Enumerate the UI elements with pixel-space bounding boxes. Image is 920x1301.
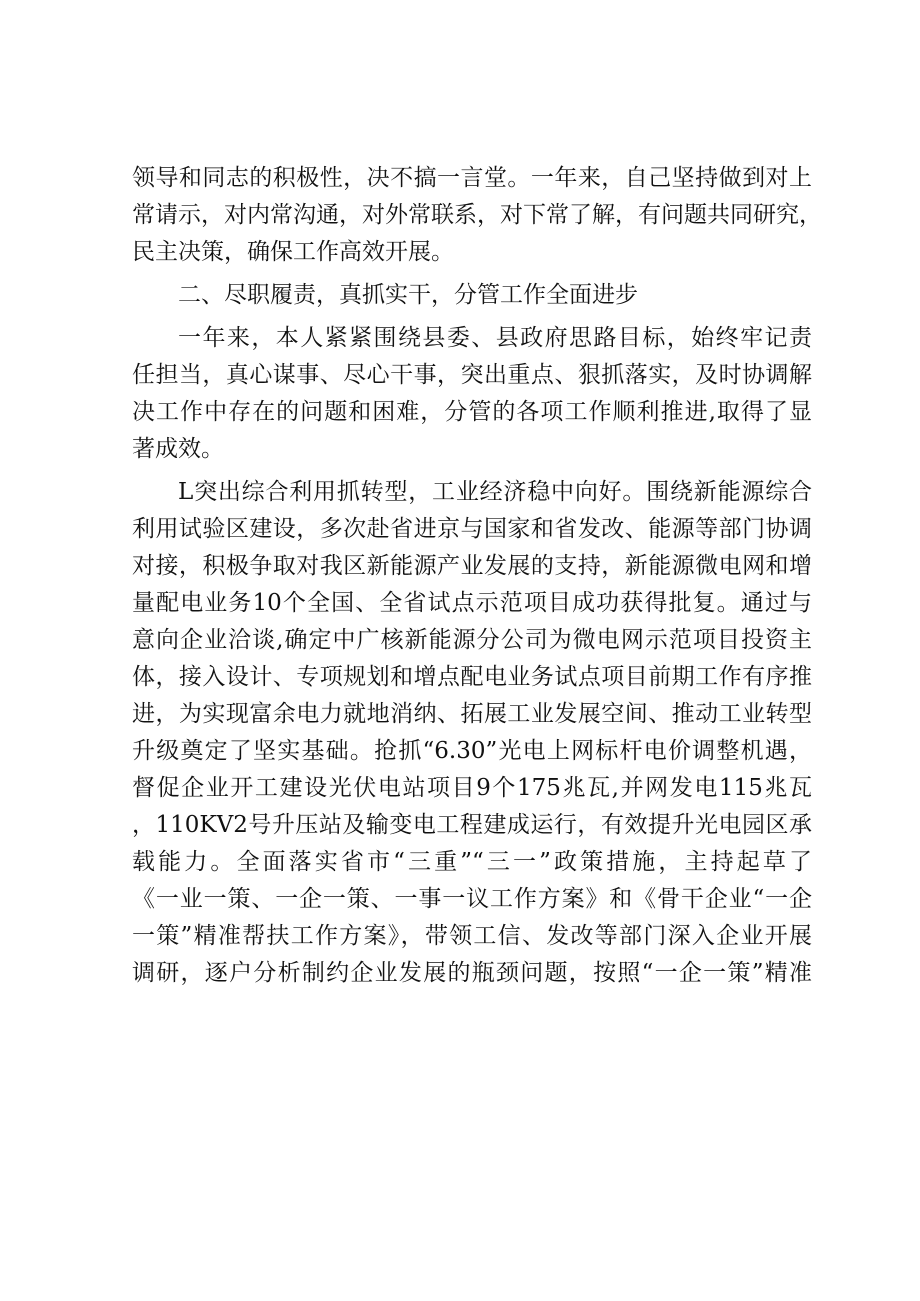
text-line: 量配电业务10个全国、全省试点示范项目成功获得批复。通过与 — [132, 590, 812, 616]
text-line: L突出综合利用抓转型，工业经济稳中向好。围绕新能源综合 — [178, 479, 812, 505]
text-line: 民主决策，确保工作高效开展。 — [132, 239, 454, 265]
paragraph-3 — [132, 474, 812, 992]
text-line: 一策”精准帮扶工作方案》，带领工信、发改等部门深入企业开展 — [132, 923, 812, 949]
text-line: 调研，逐户分析制约企业发展的瓶颈问题，按照“一企一策”精准 — [132, 960, 812, 986]
text-line: 载能力。全面落实省市“三重”“三一”政策措施，主持起草了 — [132, 849, 812, 875]
heading-text: 二、尽职履责，真抓实干，分管工作全面进步 — [178, 282, 638, 308]
text-line: 领导和同志的积极性，决不搞一言堂。一年来，自己坚持做到对上 — [132, 165, 812, 191]
text-line: 常请示，对内常沟通，对外常联系，对下常了解，有问题共同研究， — [132, 202, 822, 228]
text-line: 著成效。 — [132, 436, 224, 462]
text-line: 督促企业开工建设光伏电站项目9个175兆瓦,并网发电115兆瓦 — [132, 775, 812, 801]
text-line: 任担当，真心谋事、尽心干事，突出重点、狠抓落实，及时协调解 — [132, 362, 812, 388]
text-line: 意向企业洽谈,确定中广核新能源分公司为微电网示范项目投资主 — [132, 627, 812, 653]
text-line: 《一业一策、一企一策、一事一议工作方案》和《骨干企业“一企 — [132, 886, 812, 912]
section-heading — [132, 277, 812, 314]
document-body — [132, 160, 822, 992]
text-line: 进，为实现富余电力就地消纳、拓展工业发展空间、推动工业转型 — [132, 701, 812, 727]
paragraph-1 — [132, 160, 822, 271]
text-line: 一年来，本人紧紧围绕县委、县政府思路目标，始终牢记责 — [178, 325, 812, 351]
text-line: ，110KV2号升压站及输变电工程建成运行，有效提升光电园区承 — [132, 812, 812, 838]
text-line: 体，接入设计、专项规划和增点配电业务试点项目前期工作有序推 — [132, 664, 812, 690]
text-line: 升级奠定了坚实基础。抢抓“6.30”光电上网标杆电价调整机遇， — [132, 738, 812, 764]
text-line: 对接，积极争取对我区新能源产业发展的支持，新能源微电网和增 — [132, 553, 812, 579]
text-line: 利用试验区建设，多次赴省进京与国家和省发改、能源等部门协调 — [132, 516, 812, 542]
paragraph-2 — [132, 320, 812, 468]
text-line: 决工作中存在的问题和困难，分管的各项工作顺利推进,取得了显 — [132, 399, 812, 425]
